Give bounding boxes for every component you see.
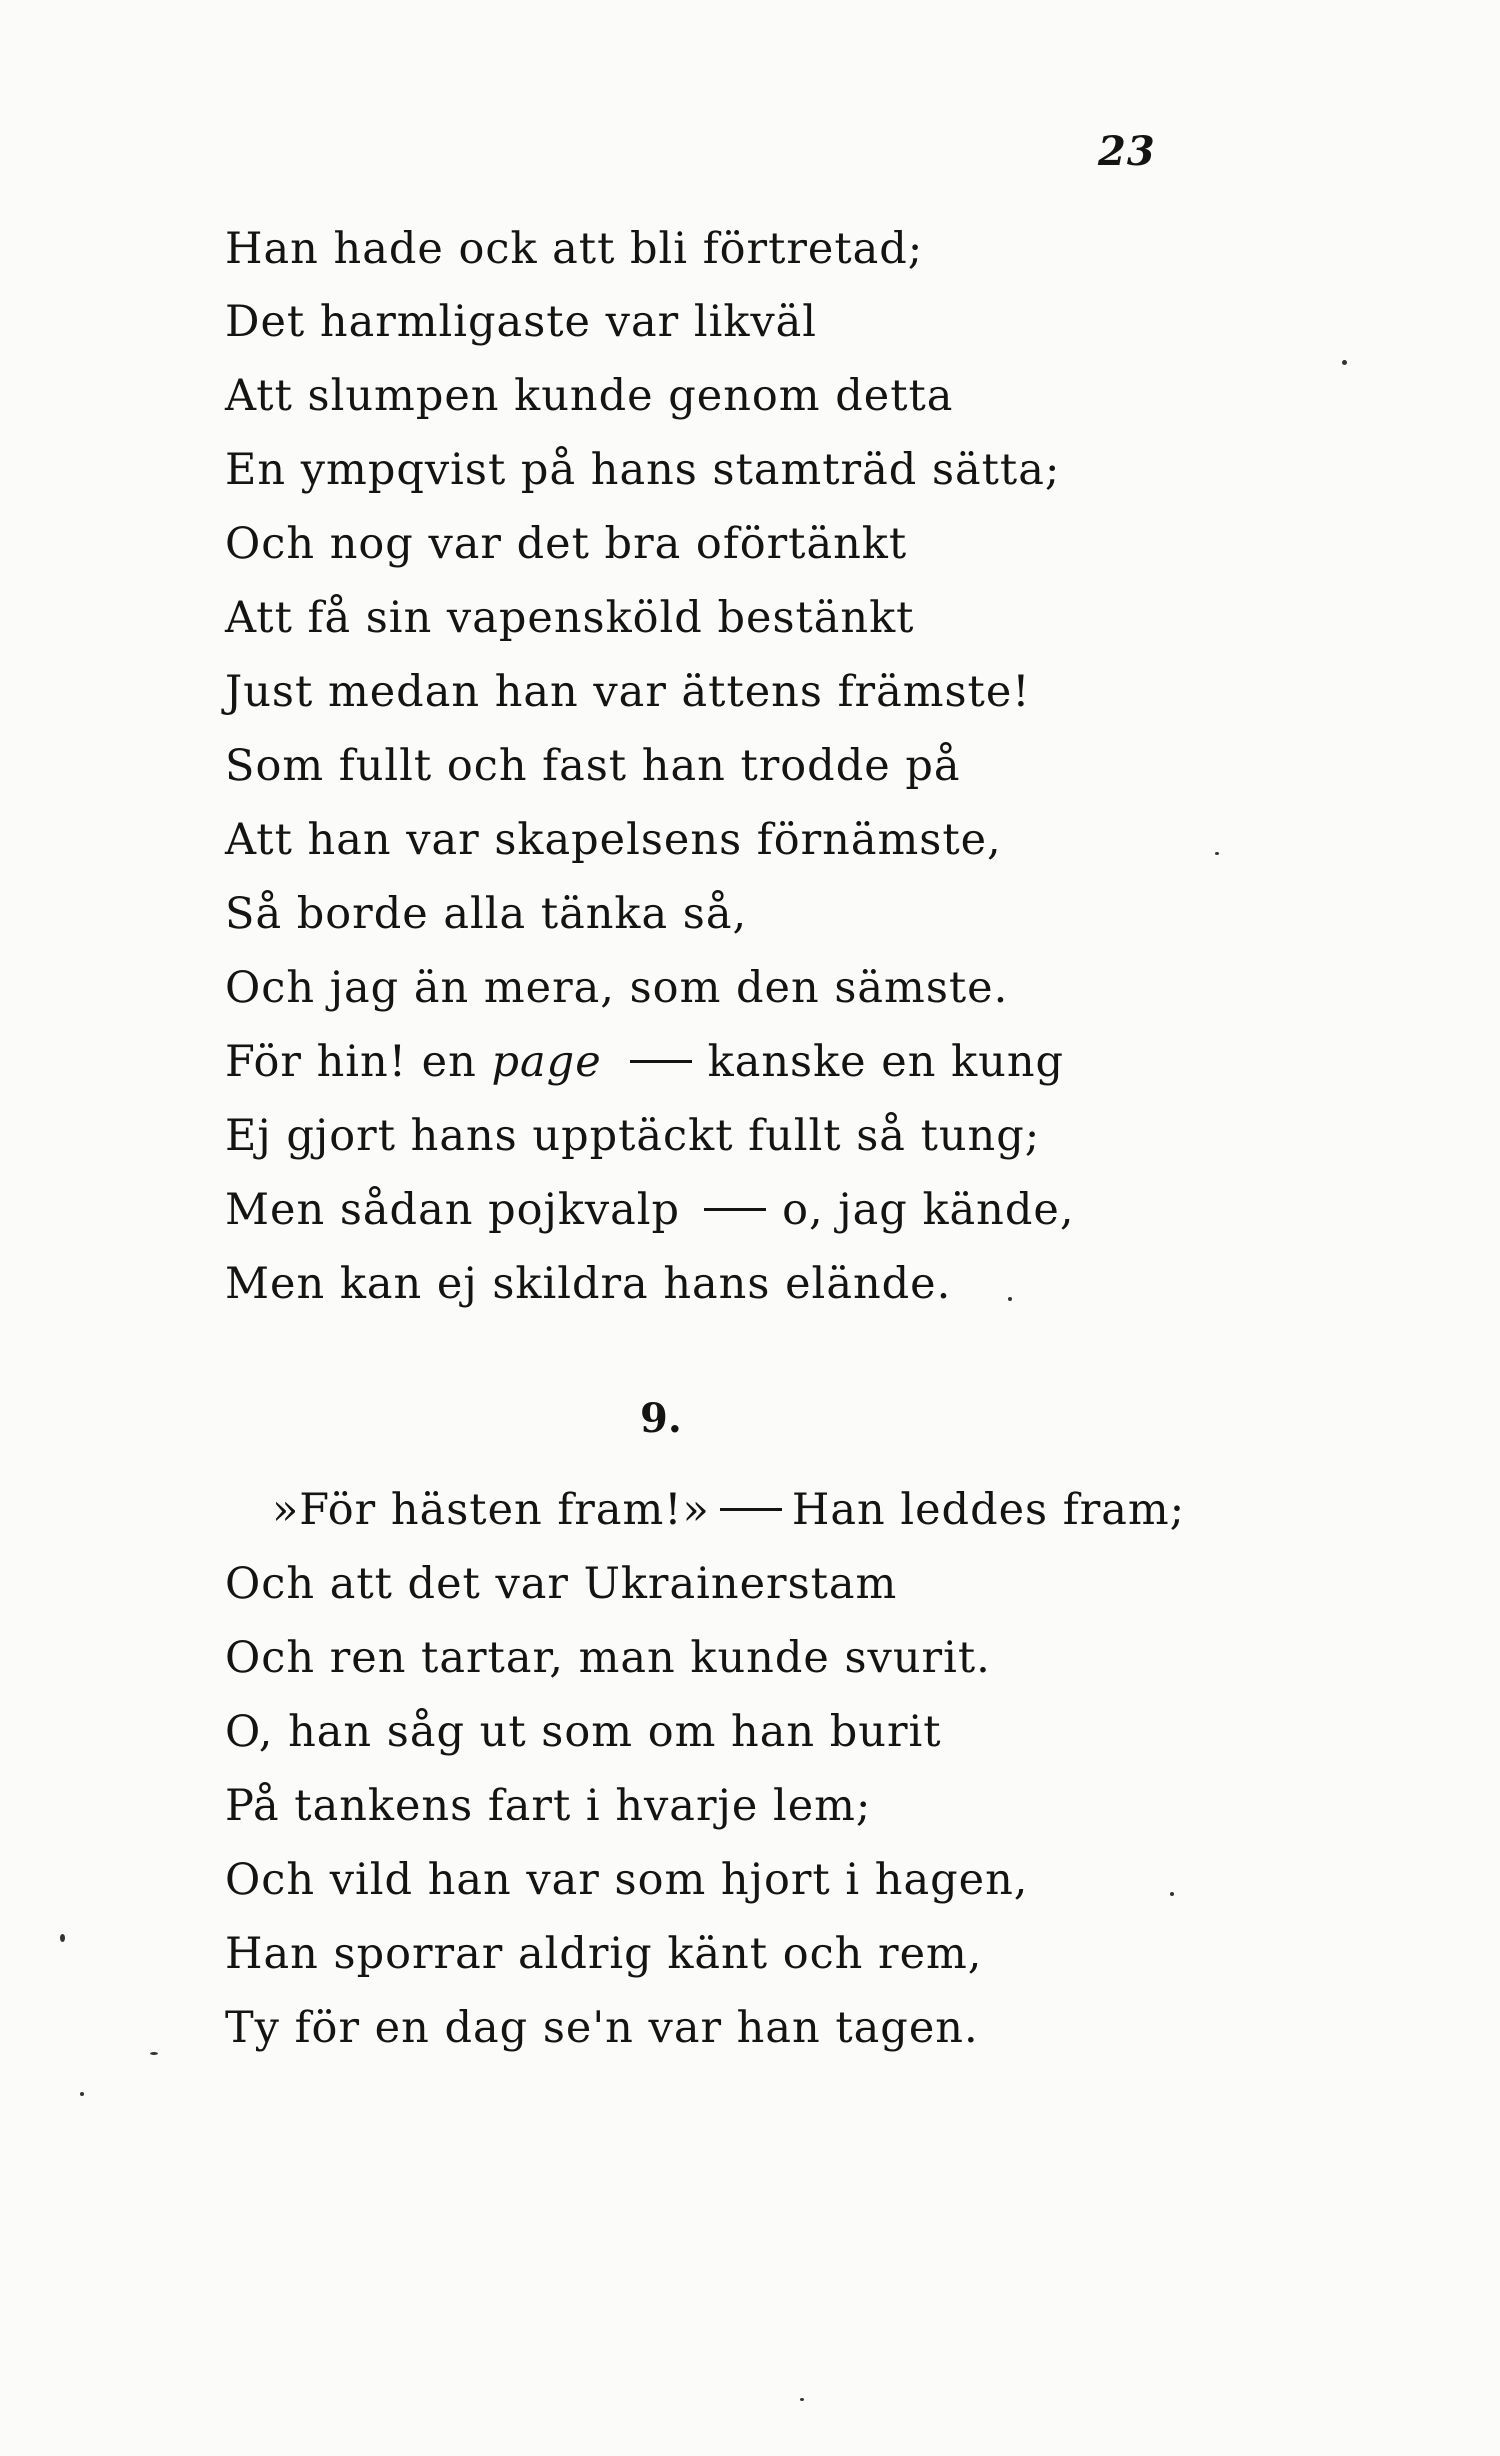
verse-line: Att få sin vapensköld bestänkt: [225, 593, 915, 643]
paper-speck: [150, 2052, 158, 2055]
verse-line: Det harmligaste var likväl: [225, 297, 818, 347]
verse-text: Han leddes fram;: [791, 1485, 1186, 1535]
italic-word: page: [491, 1037, 602, 1087]
verse-line: Som fullt och fast han trodde på: [225, 741, 961, 791]
verse-line: Ej gjort hans upptäckt fullt så tung;: [225, 1111, 1041, 1161]
paper-speck: [1008, 1297, 1012, 1301]
verse-line: Och vild han var som hjort i hagen,: [225, 1855, 1029, 1905]
paper-speck: [800, 2398, 804, 2401]
paper-speck: [1170, 1892, 1174, 1896]
verse-line: Och jag än mera, som den sämste.: [225, 963, 1009, 1013]
verse-line: Och ren tartar, man kunde svurit.: [225, 1633, 991, 1683]
em-dash: [704, 1208, 766, 1211]
verse-line: [225, 1185, 1075, 1235]
verse-line: [272, 1485, 1186, 1535]
paper-speck: [60, 1934, 65, 1942]
verse-text: kanske en kung: [707, 1037, 1065, 1087]
page-number: 23: [1098, 128, 1156, 175]
verse-line: Att slumpen kunde genom detta: [225, 371, 954, 421]
verse-line: Men kan ej skildra hans elände.: [225, 1259, 952, 1309]
verse-line: Och nog var det bra oförtänkt: [225, 519, 908, 569]
verse-line: Att han var skapelsens förnämste,: [225, 815, 1002, 865]
paper-speck: [1342, 360, 1347, 365]
verse-text: »För hästen fram!»: [272, 1485, 710, 1535]
verse-line: På tankens fart i hvarje lem;: [225, 1781, 872, 1831]
verse-line: Ty för en dag se'n var han tagen.: [225, 2003, 979, 2053]
verse-text: Men sådan pojkvalp: [225, 1185, 681, 1235]
paper-speck: [80, 2092, 84, 2096]
em-dash: [720, 1508, 782, 1511]
verse-line: Så borde alla tänka så,: [225, 889, 748, 939]
verse-line: O, han såg ut som om han burit: [225, 1707, 942, 1757]
paper-speck: [1215, 852, 1219, 855]
verse-line: Han sporrar aldrig känt och rem,: [225, 1929, 983, 1979]
verse-line: Just medan han var ättens främste!: [225, 667, 1031, 717]
verse-text: o, jag kände,: [782, 1185, 1075, 1235]
verse-line: Och att det var Ukrainerstam: [225, 1559, 898, 1609]
verse-text: För hin! en: [225, 1037, 492, 1087]
verse-line: [225, 1037, 1065, 1087]
verse-line: En ympqvist på hans stamträd sätta;: [225, 445, 1061, 495]
em-dash: [630, 1060, 692, 1063]
verse-line: Han hade ock att bli förtretad;: [225, 224, 924, 274]
section-number: 9.: [640, 1395, 682, 1442]
